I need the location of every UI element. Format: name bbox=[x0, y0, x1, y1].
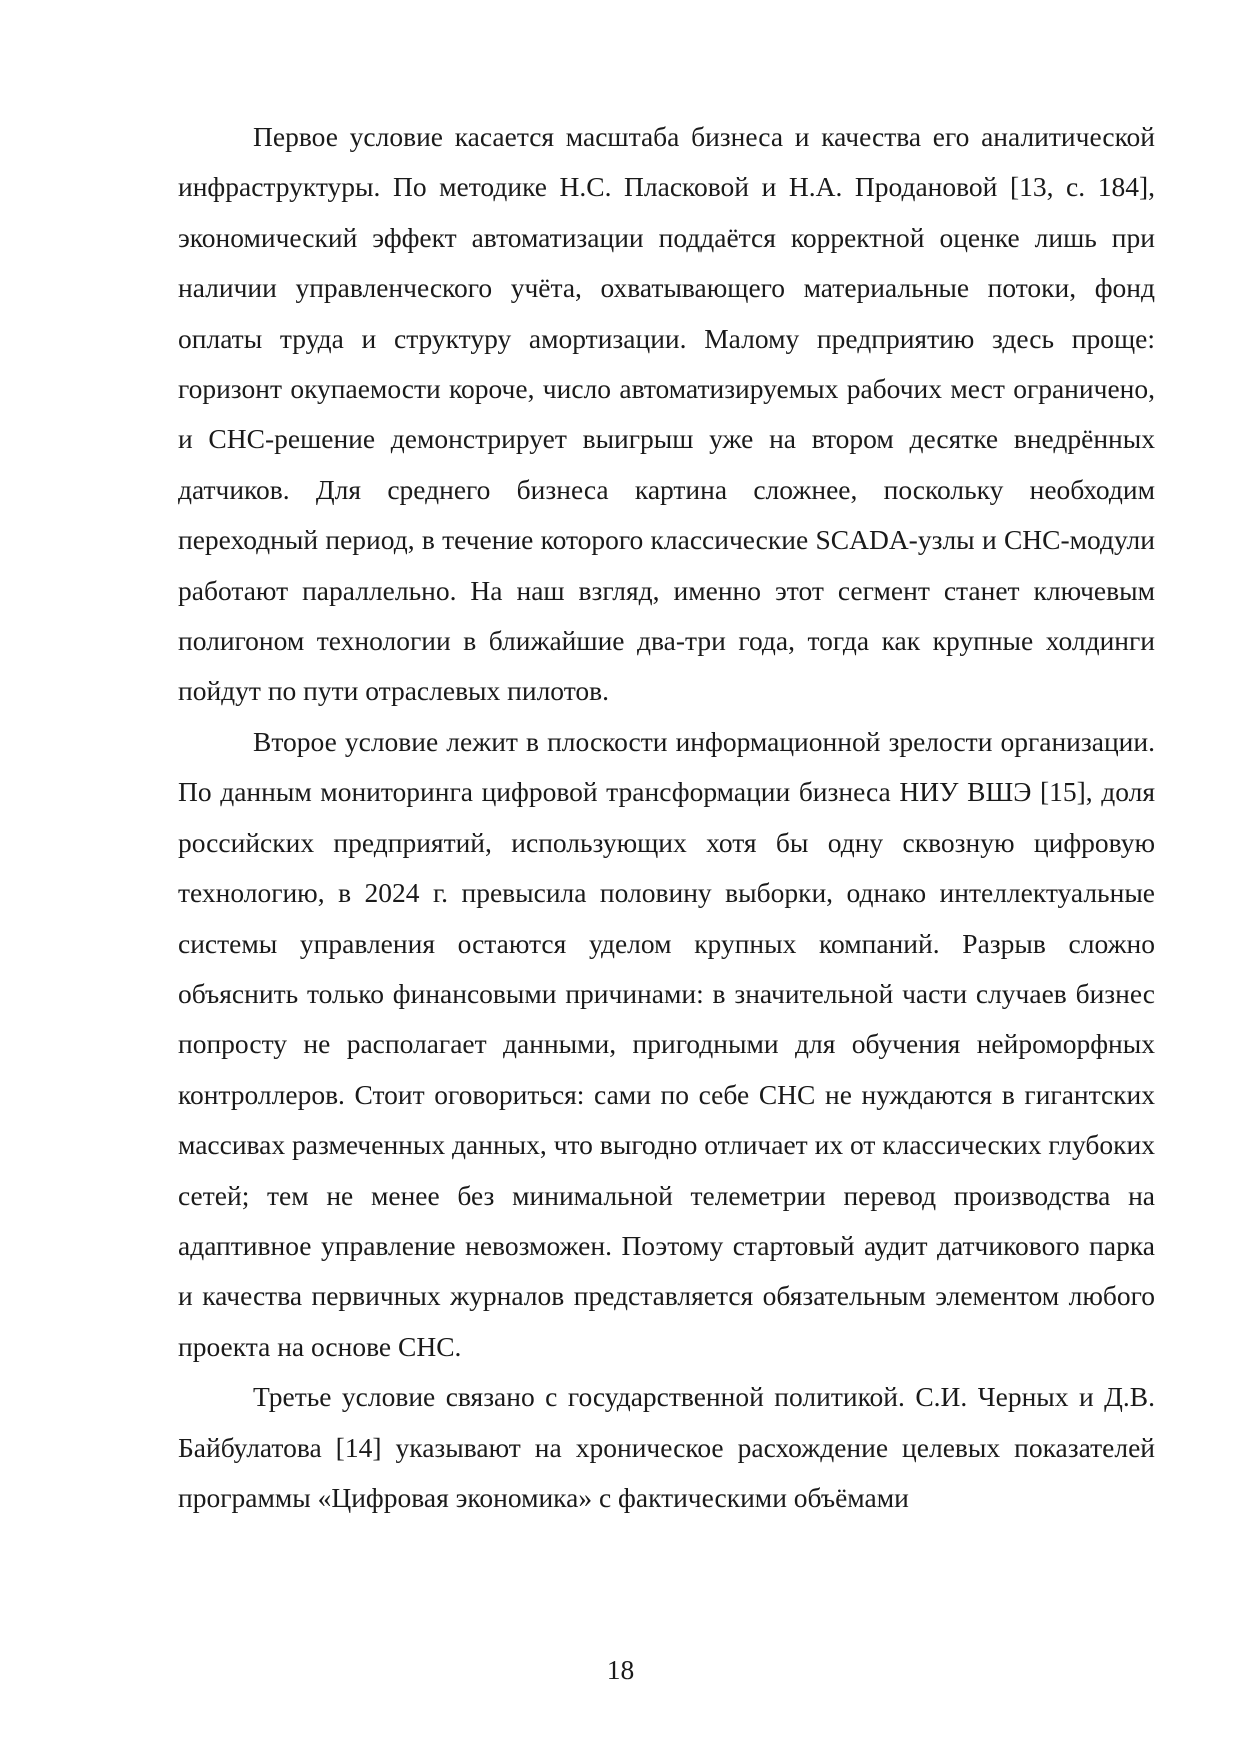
paragraph-2: Второе условие лежит в плоскости информационной зрелости организации. По данным мониторинга цифровой трансформации бизнеса НИУ ВШЭ [15], доля российских предприятий, использующих хотя бы одну сквозную цифровую технологию, в 2024 г. превысила половину выборки, однако интеллектуальные системы управления остаются уделом крупных компаний. Разрыв сложно объяснить только финансовыми причинами: в значительной части случаев бизнес попросту не располагает данными, пригодными для обучения нейроморфных контроллеров. Стоит оговориться: сами по себе СНС не нуждаются в гигантских массивах размеченных данных, что выгодно отличает их от классических глубоких сетей; тем не менее без минимальной телеметрии перевод производства на адаптивное управление невозможен. Поэтому стартовый аудит датчикового парка и качества первичных журналов представляется обязательным элементом любого проекта на основе СНС. bbox=[178, 725, 1155, 1362]
paragraph-3: Третье условие связано с государственной политикой. С.И. Черных и Д.В. Байбулатова [14] указывают на хроническое расхождение целевых показателей программы «Цифровая экономика» с фактическими объёмами bbox=[178, 1381, 1155, 1513]
paragraph-1: Первое условие касается масштаба бизнеса и качества его аналитической инфраструктуры. По методике Н.С. Пласковой и Н.А. Продановой [13, с. 184], экономический эффект автоматизации поддаётся корректной оценке лишь при наличии управленческого учёта, охватывающего материальные потоки, фонд оплаты труда и структуру амортизации. Малому предприятию здесь проще: горизонт окупаемости короче, число автоматизируемых рабочих мест ограничено, и СНС-решение демонстрирует выигрыш уже на втором десятке внедрённых датчиков. Для среднего бизнеса картина сложнее, поскольку необходим переходный период, в течение которого классические SCADA-узлы и СНС-модули работают параллельно. На наш взгляд, именно этот сегмент станет ключевым полигоном технологии в ближайшие два-три года, тогда как крупные холдинги пойдут по пути отраслевых пилотов. bbox=[178, 121, 1155, 707]
page-number: 18 bbox=[606, 1654, 635, 1685]
body-text bbox=[178, 112, 1155, 1523]
